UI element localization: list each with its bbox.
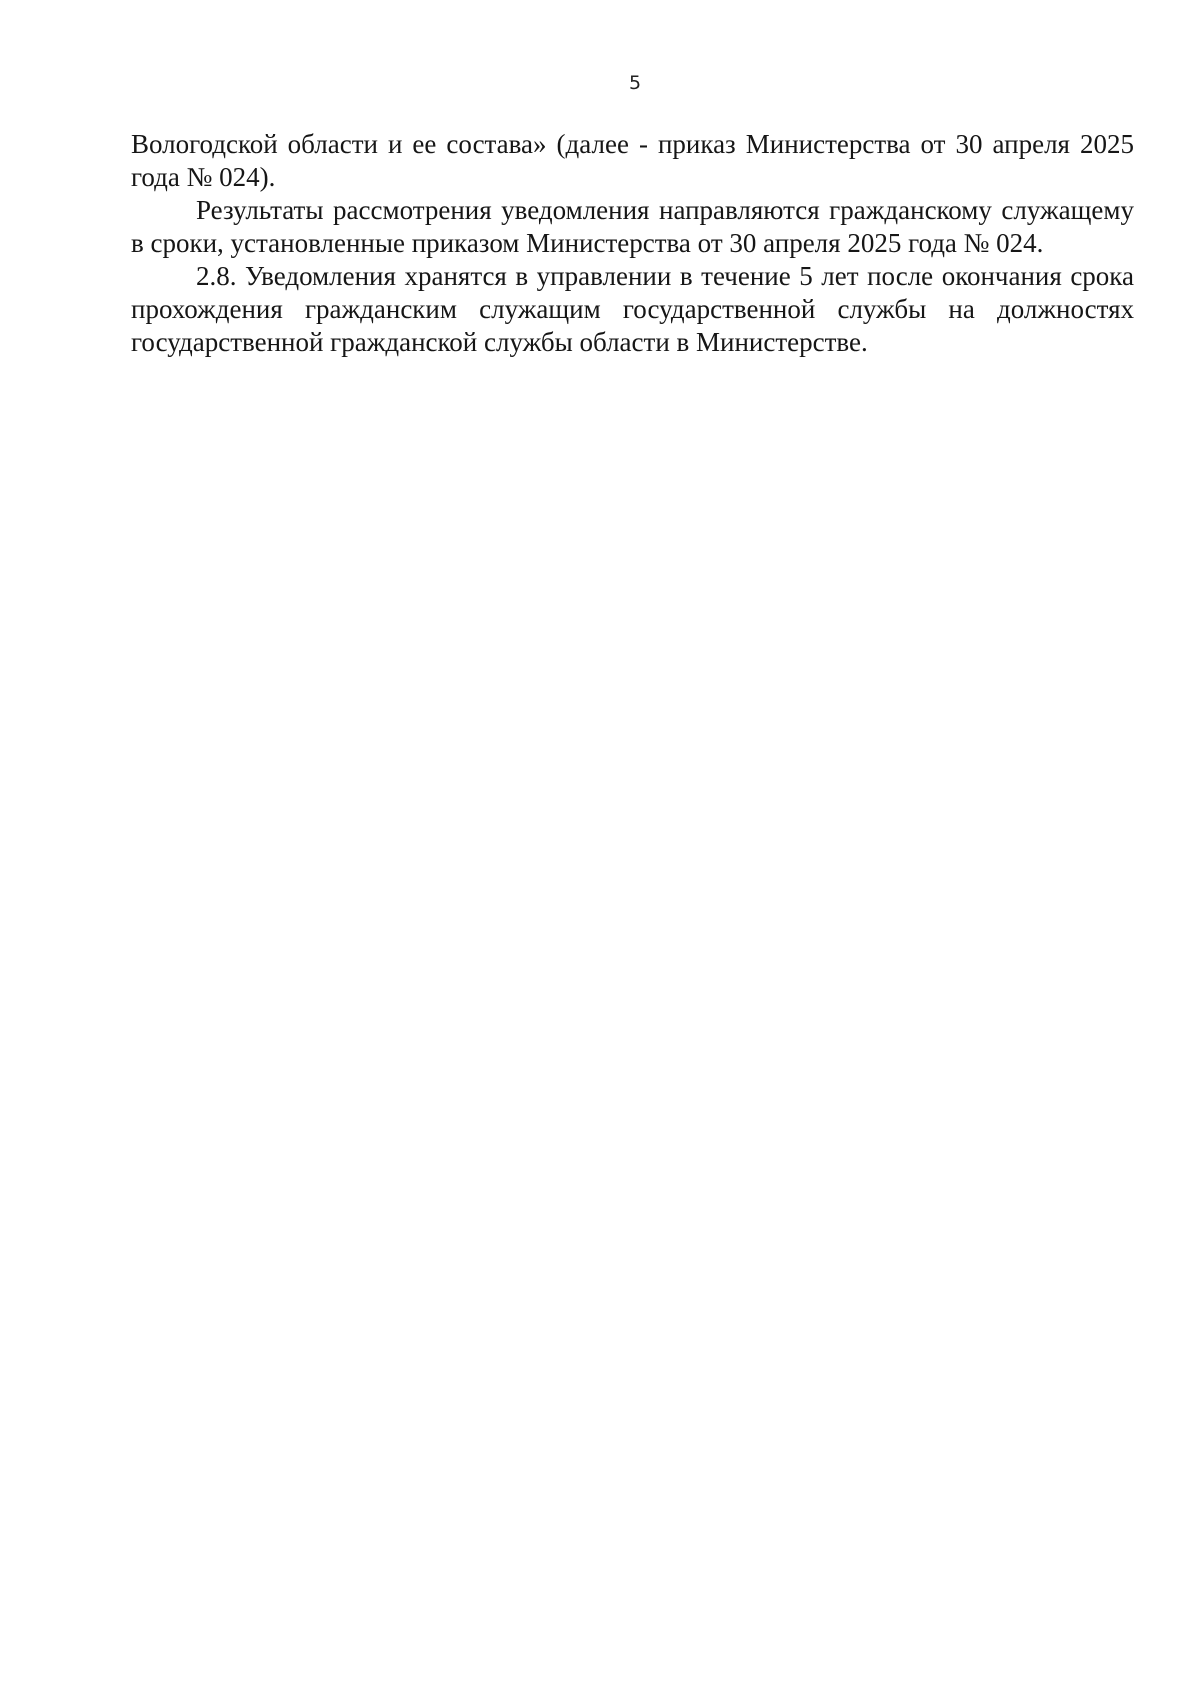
document-body (131, 128, 1134, 359)
paragraph-2-8: 2.8. Уведомления хранятся в управлении в течение 5 лет после окончания срока прохождения гражданским служащим государственной службы на должностях государственной гражданской службы области в Министерстве. (131, 261, 1134, 357)
paragraph-results: Результаты рассмотрения уведомления направляются гражданскому служащему в сроки, установленные приказом Министерства от 30 апреля 2025 года № 024. (131, 195, 1134, 258)
page-number: 5 (628, 72, 642, 94)
paragraph-continuation: Вологодской области и ее состава» (далее - приказ Министерства от 30 апреля 2025 года № 024). (131, 129, 1134, 192)
